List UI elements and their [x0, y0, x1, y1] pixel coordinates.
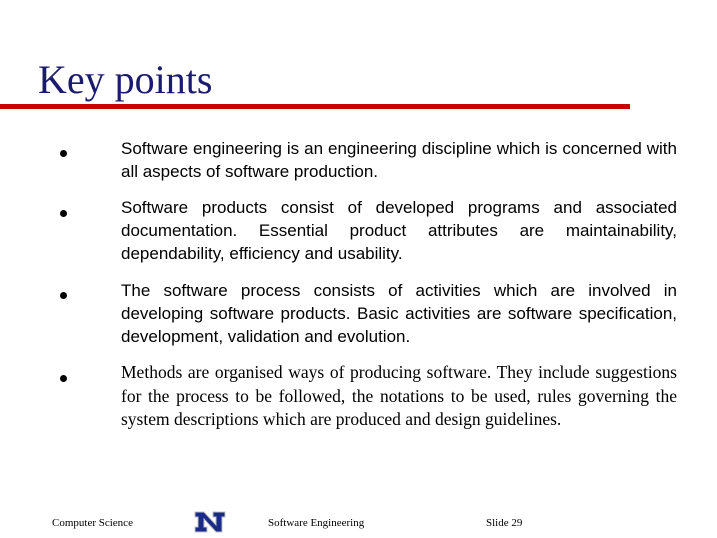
block-n-logo-icon [192, 509, 228, 535]
bullet-dot-icon [60, 292, 67, 299]
bullet-text: Methods are organised ways of producing software. They include suggestions for the process to be followed, the notations to be used, rules governing the system descriptions which are produced and design guidelines. [121, 362, 677, 429]
title-underline [0, 104, 630, 109]
bullet-text: Software engineering is an engineering discipline which is concerned with all aspects of software production. [121, 139, 677, 181]
slide-title: Key points [38, 57, 213, 102]
bullet-dot-icon [60, 375, 67, 382]
bullet-dot-icon [60, 150, 67, 157]
footer-department: Computer Science [52, 517, 133, 529]
footer-course: Software Engineering [268, 517, 365, 529]
bullet-text: The software process consists of activities which are involved in developing software products. Basic activities are software specification, development, validation and evolution. [121, 281, 677, 346]
footer-slide-number: Slide 29 [486, 517, 523, 529]
bullet-text: Software products consist of developed programs and associated documentation. Essential product attributes are maintainability, dependability, efficiency and usability. [121, 198, 677, 263]
bullet-dot-icon [60, 210, 67, 217]
